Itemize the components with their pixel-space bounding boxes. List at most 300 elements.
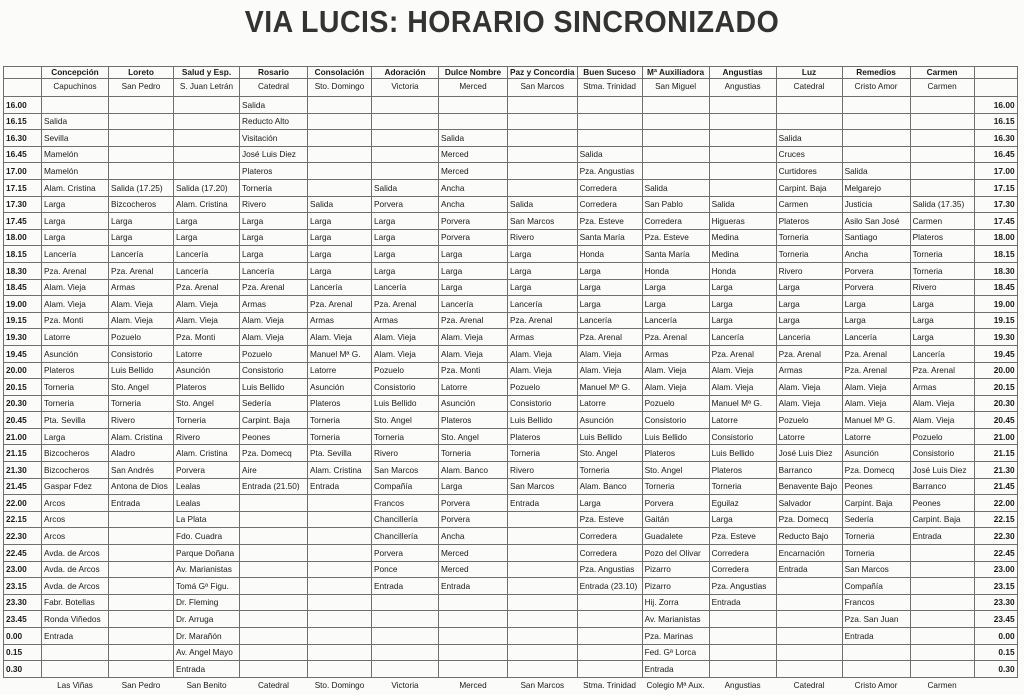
schedule-cell: Hij. Zorra [642,594,709,611]
table-row [4,296,1018,313]
destination-cell: Colegio Mª Aux. [646,681,705,691]
corner-cell [974,79,1017,97]
time-cell: 18.30 [4,262,42,279]
schedule-cell: Sto. Angel [109,379,174,396]
schedule-cell: Porvera [174,462,240,479]
schedule-cell: Manuel Mª G. [709,395,776,412]
schedule-cell [240,644,308,661]
schedule-cell: Entrada [109,495,174,512]
schedule-cell [308,594,372,611]
schedule-cell: Torneria [308,428,372,445]
schedule-cell: Entrada [910,528,974,545]
schedule-cell: Larga [42,229,109,246]
schedule-cell: Lealas [174,495,240,512]
column-header: Concepción [42,67,109,79]
schedule-cell: Ronda Viñedos [42,611,109,628]
schedule-cell [842,644,910,661]
schedule-cell: Luis Bellido [709,445,776,462]
schedule-cell: Consistorio [508,395,578,412]
schedule-cell: Bizcocheros [42,462,109,479]
schedule-cell: Manuel Mª G. [308,345,372,362]
table-row [4,511,1018,528]
schedule-cell: Porvera [439,495,508,512]
schedule-cell: Larga [372,229,439,246]
schedule-cell [577,594,642,611]
schedule-cell: Avda. de Arcos [42,561,109,578]
schedule-cell: Entrada [842,628,910,645]
schedule-cell: Salida [308,196,372,213]
schedule-cell: Larga [439,478,508,495]
schedule-cell: Pza. Arenal [240,279,308,296]
table-row [4,594,1018,611]
schedule-cell: Ponce [372,561,439,578]
schedule-cell [372,97,439,114]
schedule-cell: Alam. Vieja [577,362,642,379]
time-cell: 18.45 [4,279,42,296]
schedule-cell: Alam. Vieja [109,296,174,313]
schedule-cell [308,146,372,163]
schedule-cell: Alam. Vieja [842,379,910,396]
schedule-cell: Pza. Arenal [308,296,372,313]
schedule-cell: Armas [372,312,439,329]
table-row [4,312,1018,329]
table-row [4,611,1018,628]
origin-cell: Catedral [776,79,842,97]
schedule-cell: Larga [372,262,439,279]
time-cell: 20.45 [4,412,42,429]
schedule-cell: San Marcos [372,462,439,479]
schedule-cell: Pizarro [642,561,709,578]
schedule-cell: Pza. Arenal [42,262,109,279]
schedule-cell: Larga [642,296,709,313]
time-cell-right: 19.30 [974,329,1017,346]
column-header: Paz y Concordia [508,67,578,79]
schedule-cell [439,661,508,678]
time-cell: 0.15 [4,644,42,661]
schedule-cell [109,644,174,661]
schedule-cell: Asilo San José [842,213,910,230]
table-row [4,528,1018,545]
origin-cell: Stma. Trinidad [577,79,642,97]
schedule-cell [109,146,174,163]
schedule-cell: Plateros [308,395,372,412]
schedule-cell: Pza. Angustias [577,561,642,578]
schedule-cell: Arcos [42,511,109,528]
column-header: Mª Auxiliadora [642,67,709,79]
schedule-cell [910,146,974,163]
schedule-cell [109,561,174,578]
schedule-cell [174,146,240,163]
schedule-cell: Plateros [776,213,842,230]
schedule-cell: Larga [709,312,776,329]
schedule-cell: Torneria [42,379,109,396]
time-cell: 21.30 [4,462,42,479]
schedule-cell: Torneria [174,412,240,429]
schedule-cell: Lancería [709,329,776,346]
schedule-cell: Pza. Angustias [577,163,642,180]
time-cell-right: 17.00 [974,163,1017,180]
time-cell: 21.00 [4,428,42,445]
schedule-cell [308,495,372,512]
schedule-cell: Lancería [240,262,308,279]
schedule-cell: Alam. Vieja [508,345,578,362]
schedule-cell: Torneria [308,412,372,429]
schedule-cell: Torneria [910,246,974,263]
schedule-cell: Rivero [776,262,842,279]
schedule-cell: Pza. Arenal [776,345,842,362]
table-row [4,146,1018,163]
schedule-cell [508,528,578,545]
schedule-cell: Peones [910,495,974,512]
schedule-cell: Encarnación [776,545,842,562]
schedule-cell: Alam. Vieja [910,395,974,412]
column-header: Remedios [842,67,910,79]
schedule-cell: Torneria [508,445,578,462]
schedule-cell: Alam. Vieja [910,412,974,429]
time-cell-right: 23.45 [974,611,1017,628]
schedule-cell: Larga [42,428,109,445]
time-cell-right: 17.45 [974,213,1017,230]
schedule-cell [372,113,439,130]
schedule-cell [240,628,308,645]
schedule-cell: Carmen [910,213,974,230]
schedule-cell: Larga [174,229,240,246]
schedule-cell [240,495,308,512]
origin-cell: Sto. Domingo [308,79,372,97]
schedule-cell [372,628,439,645]
schedule-cell: Luis Bellido [109,362,174,379]
time-cell: 16.30 [4,130,42,147]
schedule-cell: Salida [240,97,308,114]
schedule-cell: Santa María [642,246,709,263]
time-cell: 19.15 [4,312,42,329]
table-row [4,262,1018,279]
schedule-cell: Corredera [642,213,709,230]
schedule-cell [372,146,439,163]
schedule-cell: Asunción [577,412,642,429]
schedule-cell: Carpint. Baja [240,412,308,429]
schedule-cell: Torneria [372,428,439,445]
schedule-cell: Alam. Vieja [174,296,240,313]
schedule-cell [709,644,776,661]
schedule-cell: Pza. Arenal [372,296,439,313]
time-cell-right: 18.30 [974,262,1017,279]
schedule-cell: San Andrés [109,462,174,479]
destination-cell: Merced [459,681,487,691]
time-cell: 16.45 [4,146,42,163]
schedule-cell [910,644,974,661]
time-cell: 17.30 [4,196,42,213]
schedule-cell: Alam. Vieja [642,379,709,396]
destination-cell: Las Viñas [57,681,93,691]
schedule-cell: Salida [642,179,709,196]
schedule-cell: Lancería [174,262,240,279]
schedule-cell: Asunción [842,445,910,462]
schedule-cell: Merced [439,146,508,163]
schedule-cell [709,113,776,130]
table-row [4,362,1018,379]
destination-cell: San Benito [186,681,227,691]
schedule-cell [577,661,642,678]
schedule-cell: Asunción [439,395,508,412]
schedule-cell [508,561,578,578]
table-row [4,412,1018,429]
schedule-cell: Fed. Gª Lorca [642,644,709,661]
schedule-cell: Pza. Arenal [842,362,910,379]
schedule-cell: Torneria [776,246,842,263]
schedule-cell: Pozuelo [109,329,174,346]
time-cell: 19.30 [4,329,42,346]
schedule-cell [439,113,508,130]
schedule-cell: Tomá Gª Figu. [174,578,240,595]
schedule-cell: Alam. Vieja [642,362,709,379]
schedule-cell: Bizcocheros [109,196,174,213]
schedule-cell: Rivero [508,462,578,479]
schedule-cell: Porvera [372,196,439,213]
schedule-cell: Alam. Vieja [372,345,439,362]
time-cell-right: 19.00 [974,296,1017,313]
time-cell-right: 21.15 [974,445,1017,462]
schedule-cell: Fabr. Botellas [42,594,109,611]
schedule-cell [240,561,308,578]
schedule-cell: Consistorio [642,412,709,429]
origin-cell: Capuchinos [42,79,109,97]
schedule-cell [109,528,174,545]
schedule-cell: Dr. Marañón [174,628,240,645]
time-cell: 22.00 [4,495,42,512]
origin-cell: Merced [439,79,508,97]
schedule-cell: Plateros [709,462,776,479]
schedule-cell: Pozuelo [508,379,578,396]
time-cell-right: 20.30 [974,395,1017,412]
schedule-cell: Antona de Dios [109,478,174,495]
schedule-cell [910,545,974,562]
schedule-cell: Plateros [508,428,578,445]
schedule-cell: Sto. Angel [577,445,642,462]
schedule-cell: Honda [577,246,642,263]
time-cell: 0.30 [4,661,42,678]
schedule-cell: Pza. Arenal [577,329,642,346]
schedule-cell: Larga [439,279,508,296]
schedule-cell: Sedería [842,511,910,528]
schedule-cell: Plateros [174,379,240,396]
time-cell: 23.30 [4,594,42,611]
schedule-cell [910,661,974,678]
table-row [4,279,1018,296]
schedule-cell: Pza. Monti [42,312,109,329]
schedule-cell: Pozo del Olivar [642,545,709,562]
time-cell: 16.00 [4,97,42,114]
time-cell-right: 18.15 [974,246,1017,263]
schedule-cell: Benavente Bajo [776,478,842,495]
schedule-cell: Merced [439,163,508,180]
schedule-cell: Alam. Vieja [109,312,174,329]
schedule-cell: Luis Bellido [642,428,709,445]
schedule-cell: Peones [842,478,910,495]
schedule-cell: Gaitán [642,511,709,528]
table-row [4,561,1018,578]
schedule-cell: Pozuelo [776,412,842,429]
schedule-cell [372,163,439,180]
schedule-cell: Plateros [240,163,308,180]
schedule-cell: Sto. Angel [642,462,709,479]
schedule-cell: Larga [709,296,776,313]
schedule-cell: Alam. Cristina [174,445,240,462]
schedule-cell: Pza. Arenal [842,345,910,362]
schedule-cell: Reducto Bajo [776,528,842,545]
table-row [4,545,1018,562]
time-cell: 23.15 [4,578,42,595]
schedule-cell [439,594,508,611]
schedule-cell: Larga [776,279,842,296]
schedule-cell: Entrada [709,594,776,611]
schedule-cell [642,113,709,130]
schedule-cell: Lancería [910,345,974,362]
schedule-cell: Larga [439,246,508,263]
schedule-cell [308,545,372,562]
schedule-cell: Honda [709,262,776,279]
schedule-cell [308,528,372,545]
schedule-cell: Aire [240,462,308,479]
schedule-cell: Torneria [842,545,910,562]
schedule-cell: Alam. Vieja [308,329,372,346]
schedule-cell: Curtidores [776,163,842,180]
time-cell: 22.30 [4,528,42,545]
schedule-cell: Compañía [842,578,910,595]
schedule-cell [910,578,974,595]
table-row [4,578,1018,595]
schedule-cell: Armas [109,279,174,296]
time-cell-right: 21.45 [974,478,1017,495]
schedule-cell: Aladro [109,445,174,462]
schedule-cell: Pta. Sevilla [308,445,372,462]
schedule-cell [308,163,372,180]
schedule-cell: Corredera [577,179,642,196]
time-cell-right: 21.30 [974,462,1017,479]
schedule-cell: Francos [842,594,910,611]
schedule-cell [910,97,974,114]
schedule-cell: Latorre [842,428,910,445]
table-row [4,445,1018,462]
table-row [4,213,1018,230]
schedule-cell: Rivero [910,279,974,296]
time-cell-right: 23.00 [974,561,1017,578]
schedule-cell: Armas [776,362,842,379]
schedule-cell [109,628,174,645]
schedule-cell: Lancería [42,246,109,263]
column-header: Carmen [910,67,974,79]
schedule-cell: Chancillería [372,528,439,545]
schedule-cell [240,578,308,595]
schedule-cell [642,130,709,147]
schedule-cell: Pza. Arenal [439,312,508,329]
schedule-cell: Larga [240,213,308,230]
schedule-cell: Gaspar Fdez [42,478,109,495]
schedule-cell [508,113,578,130]
table-row [4,395,1018,412]
table-row [4,661,1018,678]
schedule-cell: Entrada [308,478,372,495]
schedule-cell [439,644,508,661]
schedule-cell: Carpint. Baja [842,495,910,512]
schedule-cell [308,661,372,678]
time-cell-right: 20.00 [974,362,1017,379]
schedule-cell: Pza. Arenal [910,362,974,379]
schedule-cell: Melgarejo [842,179,910,196]
schedule-cell: Sto. Angel [372,412,439,429]
schedule-cell [709,97,776,114]
schedule-cell [776,97,842,114]
schedule-cell: Pza. Esteve [709,528,776,545]
schedule-cell: Dr. Arruga [174,611,240,628]
time-cell: 0.00 [4,628,42,645]
schedule-cell [910,628,974,645]
schedule-cell: Latorre [42,329,109,346]
schedule-cell [577,644,642,661]
schedule-cell [776,611,842,628]
schedule-cell [910,163,974,180]
schedule-cell: Porvera [439,511,508,528]
schedule-cell: Torneria [642,478,709,495]
schedule-cell [240,611,308,628]
schedule-cell: Dr. Fleming [174,594,240,611]
schedule-cell: San Marcos [508,213,578,230]
schedule-cell: Larga [577,279,642,296]
schedule-cell [439,611,508,628]
time-cell: 16.15 [4,113,42,130]
destination-cell: San Marcos [520,681,565,691]
schedule-cell: Larga [842,296,910,313]
schedule-cell: Torneria [240,179,308,196]
destination-cell: Carmen [927,681,957,691]
header-row [4,67,1018,79]
schedule-cell: Corredera [577,545,642,562]
schedule-cell: Parque Doñana [174,545,240,562]
schedule-cell: Medina [709,246,776,263]
schedule-cell: Pza. Arenal [642,329,709,346]
schedule-cell: Alam. Vieja [439,345,508,362]
schedule-cell: Carpint. Baja [776,179,842,196]
origin-cell: Carmen [910,79,974,97]
schedule-cell: Rivero [508,229,578,246]
time-cell: 20.00 [4,362,42,379]
schedule-cell: Barranco [910,478,974,495]
table-row [4,113,1018,130]
schedule-cell: Arcos [42,528,109,545]
destination-cell: Angustias [724,681,761,691]
schedule-cell [109,578,174,595]
table-row [4,246,1018,263]
schedule-cell: Lancería [439,296,508,313]
schedule-cell: Salida [776,130,842,147]
schedule-cell: Alam. Vieja [842,395,910,412]
schedule-cell: Alam. Vieja [709,362,776,379]
schedule-cell [577,130,642,147]
origin-row [4,79,1018,97]
schedule-cell: Alam. Banco [439,462,508,479]
table-row [4,97,1018,114]
schedule-cell: Larga [508,279,578,296]
time-cell: 18.15 [4,246,42,263]
corner-cell [4,67,42,79]
schedule-cell: La Plata [174,511,240,528]
schedule-cell: Higueras [709,213,776,230]
schedule-cell [709,628,776,645]
schedule-cell: Sevilla [42,130,109,147]
column-header: Salud y Esp. [174,67,240,79]
time-cell-right: 23.15 [974,578,1017,595]
schedule-cell: Salida (17.35) [910,196,974,213]
